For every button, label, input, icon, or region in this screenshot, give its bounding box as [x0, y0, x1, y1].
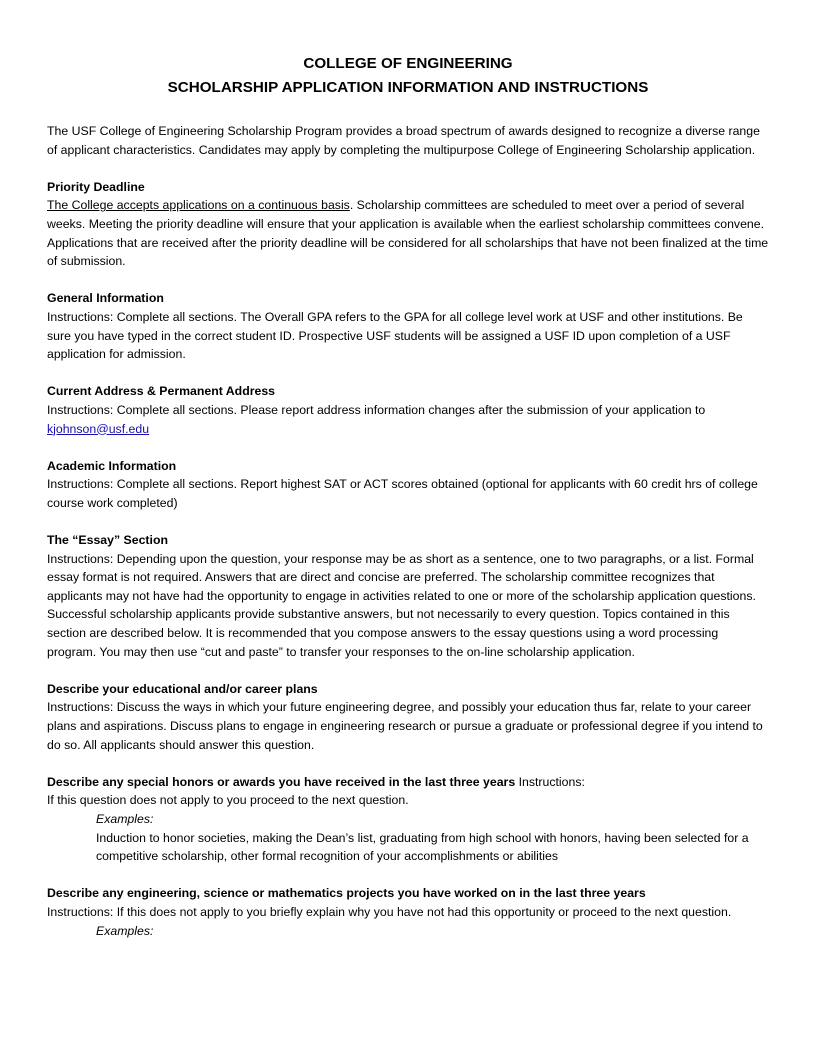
essay-heading: The “Essay” Section [47, 533, 168, 548]
academic-information-body: Instructions: Complete all sections. Report highest SAT or ACT scores obtained (optional for applicants with 60 credit hrs of college course work completed) [47, 477, 758, 510]
essay-section [47, 531, 769, 661]
career-plans-body: Instructions: Discuss the ways in which your future engineering degree, and possibly your education thus far, relate to your career plans and aspirations. Discuss plans to engage in engineering research or pursue a graduate or professional degree if you intend to do so. All applicants should answer this question. [47, 700, 763, 752]
general-information-section [47, 289, 769, 363]
intro-section [47, 122, 769, 159]
title-college: COLLEGE OF ENGINEERING [303, 55, 513, 72]
address-section [47, 382, 769, 438]
honors-examples-text: Induction to honor societies, making the Dean’s list, graduating from high school with honors, having been selected for a competitive scholarship, other formal recognition of your accomplishments or abilities [96, 830, 749, 864]
career-plans-section [47, 680, 769, 754]
priority-deadline-paragraph [47, 196, 769, 270]
projects-section [47, 884, 769, 940]
honors-heading: Describe any special honors or awards you have received in the last three years [47, 774, 516, 789]
general-information-body: Instructions: Complete all sections. The Overall GPA refers to the GPA for all college level work at USF and other institutions. Be sure you have typed in the correct student ID. Prospective USF students will be assigned a USF ID upon completion of a USF application for admission. [47, 309, 743, 362]
general-information-heading: General Information [47, 291, 164, 306]
honors-instructions-label: Instructions: [515, 774, 585, 789]
address-paragraph [47, 401, 769, 438]
projects-body: Instructions: If this does not apply to you briefly explain why you have not had this opportunity or proceed to the next question. [47, 904, 732, 919]
career-plans-heading: Describe your educational and/or career plans [47, 681, 318, 696]
honors-body: If this question does not apply to you proceed to the next question. [47, 793, 409, 808]
continuous-basis-text: The College accepts applications on a continuous basis [47, 198, 350, 213]
academic-information-heading: Academic Information [47, 458, 177, 473]
honors-examples-label: Examples: [96, 811, 154, 826]
projects-examples-label: Examples: [96, 923, 154, 938]
honors-heading-line [47, 773, 769, 792]
essay-body: Instructions: Depending upon the question, your response may be as short as a sentence, one to two paragraphs, or a list. Formal essay format is not required. Answers that are direct and concise are preferred. The scholarship committee recognizes that applicants may not have had the opportunity to engage in activities related to one or more of the scholarship application questions. Successful scholarship applicants provide substantive answers, but not necessarily to every question. Topics contained in this section are described below. It is recommended that you compose answers to the essay questions using a word processing program. You may then use “cut and paste” to transfer your responses to the on-line scholarship application. [47, 551, 756, 659]
projects-heading: Describe any engineering, science or mathematics projects you have worked on in the last three years [47, 886, 646, 901]
document-page [47, 52, 769, 959]
priority-deadline-section [47, 178, 769, 271]
academic-information-section [47, 457, 769, 513]
priority-deadline-body: . Scholarship committees are scheduled to meet over a period of several weeks. Meeting the priority deadline will ensure that your application is available when the earliest scholarship committees convene. Applications that are received after the priority deadline will be considered for all scholarships that have not been finalized at the time of submission. [47, 198, 769, 269]
title-block [47, 52, 769, 100]
intro-paragraph: The USF College of Engineering Scholarship Program provides a broad spectrum of awards designed to recognize a diverse range of applicant characteristics. Candidates may apply by completing the multipurpose College of Engineering Scholarship application. [47, 124, 760, 157]
address-body: Instructions: Complete all sections. Please report address information changes after the submission of your application to [47, 402, 706, 417]
address-heading: Current Address & Permanent Address [47, 384, 276, 399]
title-document: SCHOLARSHIP APPLICATION INFORMATION AND INSTRUCTIONS [167, 79, 649, 96]
email-link[interactable]: kjohnson@usf.edu [47, 421, 150, 436]
honors-section [47, 773, 769, 866]
priority-deadline-heading: Priority Deadline [47, 179, 145, 194]
